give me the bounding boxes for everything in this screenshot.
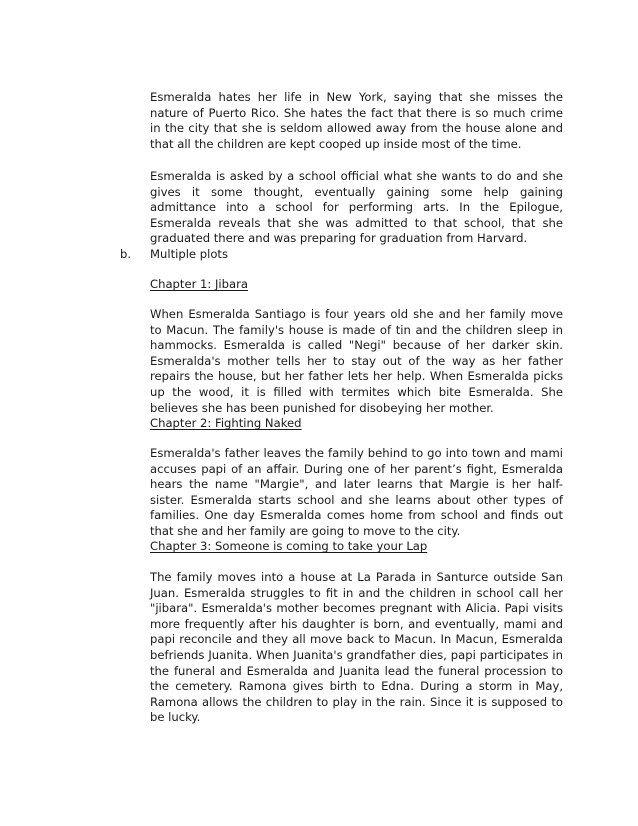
list-item-b — [120, 247, 228, 263]
list-marker: b. — [120, 247, 132, 261]
chapter-2-text: Esmeralda's father leaves the family behind to go into town and mami accuses papi of an affair. During one of her parent’s fight, Esmeralda hears the name "Margie", and later learns that Margie is her half-sister. Esmeralda starts school and she learns about other types of families. One day Esmeralda comes home from school and finds out that she and her family are going to move to the city. — [150, 446, 563, 538]
chapter-3-text: The family moves into a house at La Parada in Santurce outside San Juan. Esmeralda struggles to fit in and the children in school call her "jibara". Esmeralda's mother becomes pregnant with Alicia. Papi visits more frequently after his daughter is born, and eventually, mami and papi reconcile and they all move back to Macun. In Macun, Esmeralda befriends Juanita. When Juanita's grandfather dies, papi participates in the funeral and Esmeralda and Juanita lead the funeral procession to the cemetery. Ramona gives birth to Edna. During a storm in May, Ramona allows the children to play in the rain. Since it is supposed to be lucky. — [150, 570, 563, 725]
chapter-3-heading: Chapter 3: Someone is coming to take your Lap — [150, 539, 428, 553]
list-item-label: Multiple plots — [150, 247, 228, 261]
chapter-2-heading: Chapter 2: Fighting Naked — [150, 416, 302, 430]
paragraph-new-york: Esmeralda hates her life in New York, saying that she misses the nature of Puerto Rico. She hates the fact that there is so much crime in the city that she is seldom allowed away from the house alone and that all the children are kept cooped up inside most of the time. — [150, 90, 563, 151]
chapter-1-heading: Chapter 1: Jibara — [150, 277, 248, 291]
chapter-1-text: When Esmeralda Santiago is four years old she and her family move to Macun. The family's house is made of tin and the children sleep in hammocks. Esmeralda is called "Negi" because of her darker skin. Esmeralda's mother tells her to stay out of the way as her father repairs the house, but her father lets her help. When Esmeralda picks up the wood, it is filled with termites which bite Esmeralda. She believes she has been punished for disobeying her mother. — [150, 307, 563, 415]
paragraph-school-official: Esmeralda is asked by a school official what she wants to do and she gives it some thought, eventually gaining some help gaining admittance into a school for performing arts. In the Epilogue, Esmeralda reveals that she was admitted to that school, that she graduated there and was preparing for graduation from Harvard. — [150, 169, 563, 246]
